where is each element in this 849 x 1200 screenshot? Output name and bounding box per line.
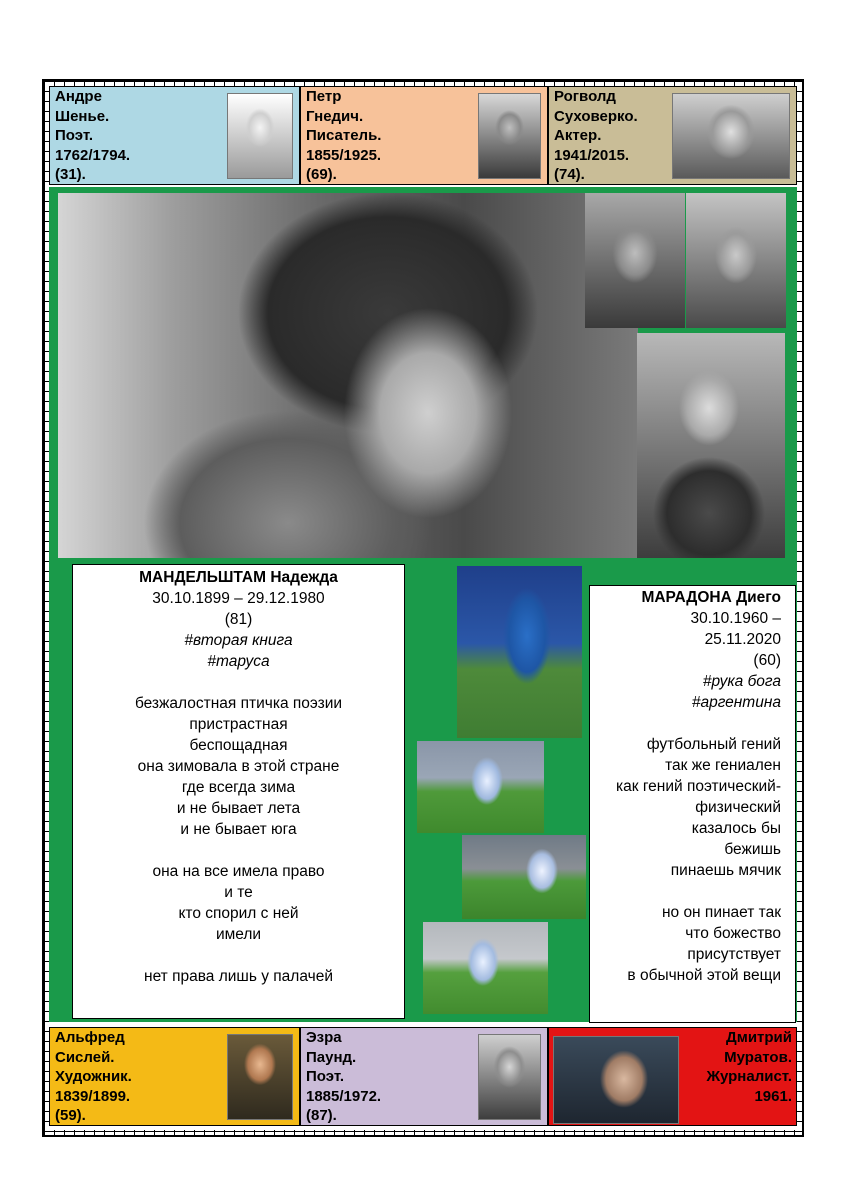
age: (60) [753,652,781,669]
caption-line: Журналист. [706,1068,792,1085]
hashtag: #рука бога [702,673,781,690]
caption-line: Шенье. [55,107,110,125]
photo-footballer-2 [462,835,586,919]
photo-young-woman [686,193,786,328]
poem-line: так же гениален [665,757,781,774]
poem-line: и не бывает юга [180,821,297,838]
poem-line: казалось бы [691,820,781,837]
portrait-photo [478,93,541,179]
caption-line: (59). [55,1107,86,1124]
poem-line: нет права лишь у палачей [144,968,333,985]
poem-line: физический [695,799,781,816]
bottom-person-card [49,1027,300,1126]
poem-line: и те [224,884,253,901]
caption-line: Андре [55,88,102,105]
caption-line: Рогволд [554,88,616,105]
caption-line: Муратов. [724,1048,792,1066]
portrait-photo [478,1034,541,1120]
life-dates-end: 25.11.2020 [704,631,781,648]
age: (81) [224,611,253,628]
photo-footballer-napoli [457,566,582,738]
caption-line: Гнедич. [306,107,364,125]
poem [73,693,404,987]
caption-line: 1855/1925. [306,146,382,164]
portrait-photo [553,1036,679,1124]
mandelstam-text-box [72,564,405,1019]
hashtag: #аргентина [691,694,781,711]
caption-line: Актер. [554,127,602,144]
person-caption [706,1028,792,1106]
top-person-card [49,86,300,185]
life-dates-start: 30.10.1960 – [690,610,781,627]
caption-line: Паунд. [306,1048,357,1066]
caption-line: 1885/1972. [306,1087,382,1105]
caption-line: (74). [554,166,585,183]
poem-line: пинаешь мячик [670,862,781,879]
caption-line: Поэт. [55,127,94,144]
hashtag: #вторая книга [184,632,293,649]
poem-line: имели [215,926,262,943]
caption-line: Эзра [306,1029,342,1046]
person-caption [55,87,130,185]
caption-line: Писатель. [306,127,382,144]
life-dates: 30.10.1899 – 29.12.1980 [152,590,325,607]
photo-footballer-3 [423,922,548,1014]
poem-line: где всегда зима [181,779,296,796]
poem [590,734,781,986]
poem-line: она зимовала в этой стране [137,758,340,775]
person-caption [306,87,381,185]
caption-line: 1961. [754,1087,792,1105]
caption-line: 1941/2015. [554,146,630,164]
portrait-photo [227,93,293,179]
photo-footballer-1 [417,741,544,833]
caption-line: 1839/1899. [55,1087,131,1105]
person-caption [554,87,638,185]
caption-line: Альфред [55,1029,125,1046]
poem-line: пристрастная [189,716,288,733]
poem-line: в обычной этой вещи [627,967,781,984]
bottom-person-card [548,1027,797,1126]
poem-line: безжалостная птичка поэзии [134,695,343,712]
poem-line: но он пинает так [661,904,781,921]
person-caption [55,1028,132,1126]
caption-line: Дмитрий [726,1029,792,1046]
hashtag: #таруса [207,653,270,670]
caption-line: (69). [306,166,337,183]
poem-line: что божество [685,925,781,942]
portrait-photo [227,1034,293,1120]
poem-line: футбольный гений [646,736,781,753]
top-person-card [548,86,797,185]
caption-line: (87). [306,1107,337,1124]
person-caption [306,1028,381,1126]
caption-line: 1762/1794. [55,146,131,164]
poem-line: бежишь [724,841,781,858]
maradona-text-box [589,585,796,1023]
poem-line: она на все имела право [152,863,325,880]
portrait-photo [672,93,790,179]
poem-line: присутствует [687,946,781,963]
main-photo-portrait [58,193,638,558]
caption-line: Петр [306,88,342,105]
caption-line: Суховерко. [554,107,638,125]
top-person-card [300,86,548,185]
caption-line: Художник. [55,1068,132,1085]
caption-line: Поэт. [306,1068,345,1085]
bottom-person-card [300,1027,548,1126]
photo-young-man [585,193,685,328]
poem-line: как гений поэтический- [616,778,781,795]
caption-line: (31). [55,166,86,183]
person-name: МАРАДОНА Диего [641,589,781,606]
caption-line: Сислей. [55,1048,115,1066]
poem-line: беспощадная [189,737,288,754]
poem-line: и не бывает лета [176,800,301,817]
poem-line: кто спорил с ней [178,905,299,922]
photo-elderly-woman [637,333,785,558]
person-name: МАНДЕЛЬШТАМ Надежда [139,569,338,586]
